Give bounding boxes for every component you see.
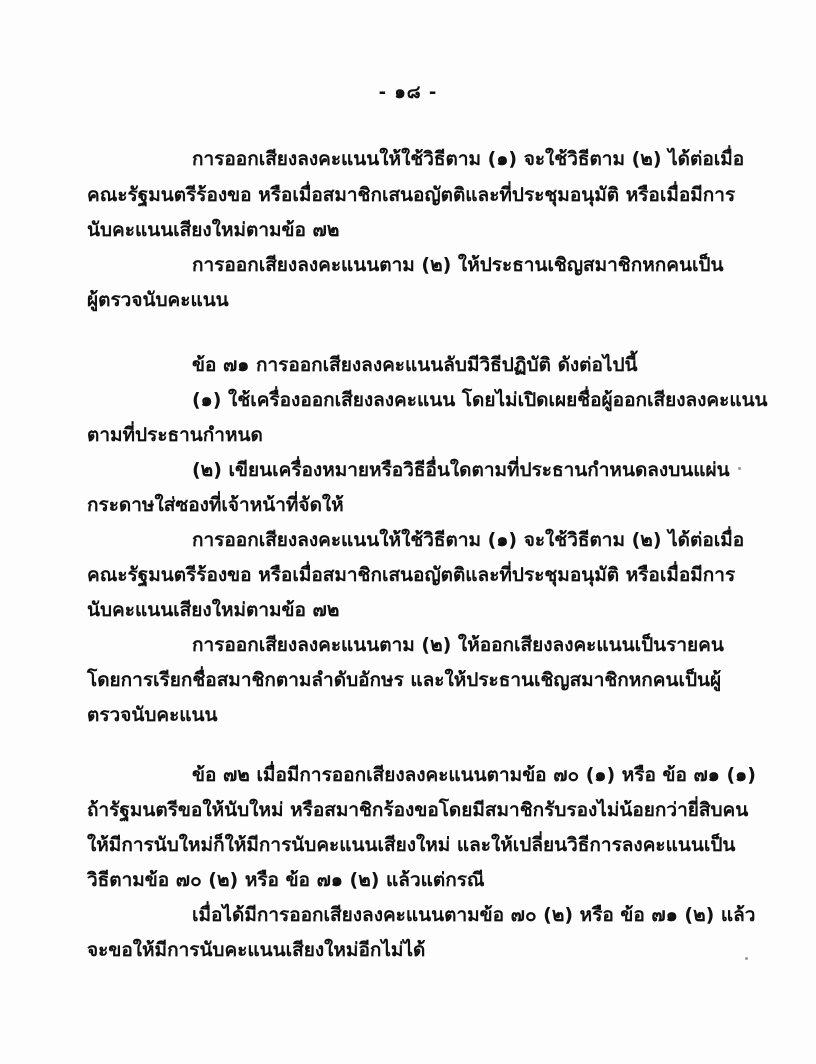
section-72-line-3: ให้มีการนับใหม่ก็ให้มีการนับคะแนนเสียงใหม่ และให้เปลี่ยนวิธีการลงคะแนนเป็น xyxy=(87,834,736,856)
para-2-line-2: ผู้ตรวจนับคะแนน xyxy=(87,289,229,311)
section-71-para-b-line-1: การออกเสียงลงคะแนนตาม (๒) ให้ออกเสียงลงคะแนนเป็นรายคน xyxy=(192,634,724,656)
section-71-para-a-line-2: คณะรัฐมนตรีร้องขอ หรือเมื่อสมาชิกเสนอญัตติและที่ประชุมอนุมัติ หรือเมื่อมีการ xyxy=(87,564,736,586)
para-1-line-3: นับคะแนนเสียงใหม่ตามข้อ ๗๒ xyxy=(87,219,340,241)
section-72-line-1: ข้อ ๗๒ เมื่อมีการออกเสียงลงคะแนนตามข้อ ๗๐ (๑) หรือ ข้อ ๗๑ (๑) xyxy=(192,764,756,786)
section-71-para-a-line-1: การออกเสียงลงคะแนนให้ใช้วิธีตาม (๑) จะใช้วิธีตาม (๒) ได้ต่อเมื่อ xyxy=(192,529,745,551)
para-2-line-1: การออกเสียงลงคะแนนตาม (๒) ให้ประธานเชิญสมาชิกหกคนเป็น xyxy=(192,254,724,276)
para-1-line-2: คณะรัฐมนตรีร้องขอ หรือเมื่อสมาชิกเสนอญัตติและที่ประชุมอนุมัติ หรือเมื่อมีการ xyxy=(87,184,736,206)
scan-speck xyxy=(738,467,741,470)
section-72-para-line-2: จะขอให้มีการนับคะแนนเสียงใหม่อีกไม่ได้ xyxy=(87,939,426,961)
section-71-para-a-line-3: นับคะแนนเสียงใหม่ตามข้อ ๗๒ xyxy=(87,599,340,621)
section-71-item-2-line-1: (๒) เขียนเครื่องหมายหรือวิธีอื่นใดตามที่ประธานกำหนดลงบนแผ่น xyxy=(192,459,730,481)
section-72-para-line-1: เมื่อได้มีการออกเสียงลงคะแนนตามข้อ ๗๐ (๒) หรือ ข้อ ๗๑ (๒) แล้ว xyxy=(192,904,756,926)
section-71-para-b-line-3: ตรวจนับคะแนน xyxy=(87,704,218,726)
page-number: - ๑๘ - xyxy=(378,82,438,103)
section-71-item-1-line-2: ตามที่ประธานกำหนด xyxy=(87,424,263,446)
section-71-heading: ข้อ ๗๑ การออกเสียงลงคะแนนลับมีวิธีปฏิบัติ ดังต่อไปนี้ xyxy=(192,354,638,376)
para-1-line-1: การออกเสียงลงคะแนนให้ใช้วิธีตาม (๑) จะใช้วิธีตาม (๒) ได้ต่อเมื่อ xyxy=(192,148,745,170)
section-72-line-4: วิธีตามข้อ ๗๐ (๒) หรือ ข้อ ๗๑ (๒) แล้วแต่กรณี xyxy=(87,869,485,891)
section-71-para-b-line-2: โดยการเรียกชื่อสมาชิกตามลำดับอักษร และให้ประธานเชิญสมาชิกหกคนเป็นผู้ xyxy=(87,669,722,691)
scan-speck xyxy=(745,957,748,960)
section-71-item-2-line-2: กระดาษใส่ซองที่เจ้าหน้าที่จัดให้ xyxy=(87,494,344,516)
section-71-item-1-line-1: (๑) ใช้เครื่องออกเสียงลงคะแนน โดยไม่เปิดเผยชื่อผู้ออกเสียงลงคะแนน xyxy=(192,389,768,411)
section-72-line-2: ถ้ารัฐมนตรีขอให้นับใหม่ หรือสมาชิกร้องขอโดยมีสมาชิกรับรองไม่น้อยกว่ายี่สิบคน xyxy=(87,799,749,821)
